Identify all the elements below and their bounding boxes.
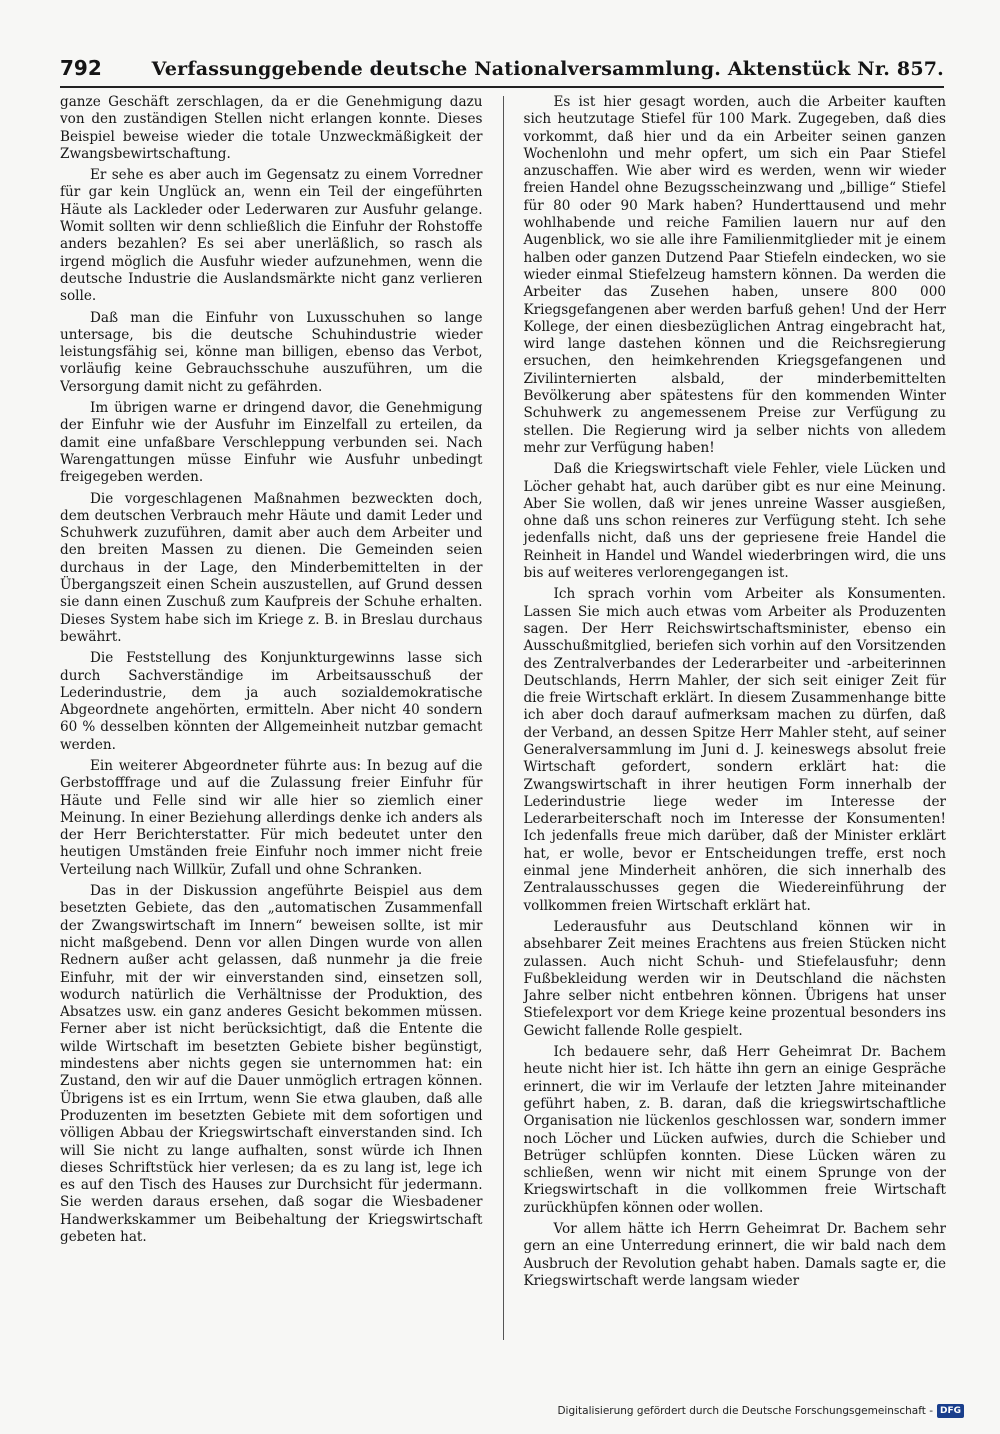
dfg-logo-icon: DFG: [937, 1404, 964, 1418]
paragraph: Im übrigen warne er dringend davor, die Genehmigung der Einfuhr wie der Ausfuhr im Einzelfall zu erteilen, da damit eine unfaßbare Verschleppung verbunden sei. Nach Warengattungen müsse Einfuhr wie Ausfuhr unbedingt freigegeben werden.: [60, 400, 483, 486]
page-number: 792: [60, 56, 102, 80]
paragraph: Daß man die Einfuhr von Luxusschuhen so lange untersage, bis die deutsche Schuhindustrie wieder leistungsfähig sei, könne man billigen, ebenso das Verbot, vorläufig keine Gebrauchsschuhe auszuführen, um die Versorgung damit nicht zu gefährden.: [60, 309, 483, 395]
paragraph: Ein weiterer Abgeordneter führte aus: In bezug auf die Gerbstofffrage und auf die Zulassung freier Einfuhr für Häute und Felle sind wir alle hier so ziemlich einer Meinung. In einer Beziehung allerdings denke ich anders als der Herr Berichterstatter. Für mich bedeutet unter den heutigen Umständen freie Einfuhr noch immer nicht freie Verteilung nach Willkür, Zufall und ohne Schranken.: [60, 757, 483, 878]
digitization-credit: [557, 1404, 964, 1418]
text-columns: [60, 94, 946, 1340]
credit-text: Digitalisierung gefördert durch die Deutsche Forschungsgemeinschaft -: [557, 1405, 933, 1417]
paragraph: Er sehe es aber auch im Gegensatz zu einem Vorredner für gar kein Unglück an, wenn ein Teil der eingeführten Häute als Lackleder oder Lederwaren zur Ausfuhr gelange. Womit sollten wir denn schließlich die Einfuhr der Rohstoffe anders bezahlen? Es sei aber unerläßlich, so rasch als irgend möglich die Ausfuhr wieder aufzunehmen, wenn die deutsche Industrie die Auslandsmärkte nicht ganz verlieren solle.: [60, 167, 483, 305]
left-column: [60, 94, 483, 1340]
paragraph: Es ist hier gesagt worden, auch die Arbeiter kauften sich heutzutage Stiefel für 100 Mark. Zugegeben, daß dies vorkommt, daß hier und da ein Arbeiter seinen ganzen Wochenlohn und mehr opfert, um sich ein Paar Stiefel anzuschaffen. Wie aber wird es werden, wenn wir wieder freien Handel ohne Bezugsscheinzwang und „billige“ Stiefel für 80 oder 90 Mark haben? Hunderttausend und mehr wohlhabende und reiche Familien lauern nur auf den Augenblick, wo sie alle ihre Familienmitglieder mit je einem halben oder ganzen Dutzend Paar Stiefeln eindecken, wo sie wieder einmal Stiefelzeug hamstern können. Da werden die Arbeiter das Zusehen haben, unsere 800 000 Kriegsgefangenen aber werden barfuß gehen! Und der Herr Kollege, der einen diesbezüglichen Antrag eingebracht hat, wird lange dastehen können und die Reichsregierung ersuchen, den heimkehrenden Kriegsgefangenen und Zivilinternierten alsbald, der minderbemittelten Bevölkerung aber spätestens für den kommenden Winter Schuhwerk zu angemessenem Preise zur Verfügung zu stellen. Die Regierung wird ja selber nichts von alledem mehr zur Verfügung haben!: [523, 94, 946, 456]
paragraph: Daß die Kriegswirtschaft viele Fehler, viele Lücken und Löcher gehabt hat, auch darüber gibt es nur eine Meinung. Aber Sie wollen, daß wir jenes unreine Wasser ausgießen, ohne daß uns schon reineres zur Verfügung steht. Ich sehe jedenfalls nicht, daß uns der gepriesene freie Handel die Reinheit in Handel und Wandel wiederbringen wird, die uns bis auf weiteres verlorengegangen ist.: [523, 461, 946, 582]
paragraph: Ich bedauere sehr, daß Herr Geheimrat Dr. Bachem heute nicht hier ist. Ich hätte ihn gern an einige Gespräche erinnert, die wir im Verlaufe der letzten Jahre miteinander geführt haben, z. B. daran, daß die kriegswirtschaftliche Organisation nie lückenlos geschlossen war, sondern immer noch Löcher und Lücken aufwies, durch die Schieber und Betrüger schlüpfen konnten. Diese Lücken wären zu schließen, wenn wir nicht mit einem Sprunge von der Kriegswirtschaft in die vollkommen freie Wirtschaft zurückhüpfen können oder wollen.: [523, 1044, 946, 1216]
column-divider: [503, 96, 504, 1340]
right-column: [523, 94, 946, 1340]
paragraph: Lederausfuhr aus Deutschland können wir in absehbarer Zeit meines Erachtens aus freien Stücken nicht zulassen. Auch nicht Schuh- und Stiefelausfuhr; denn Fußbekleidung werden wir in Deutschland die nächsten Jahre selber nicht entbehren können. Übrigens hat unser Stiefelexport vor dem Kriege keine prozentual besonders ins Gewicht fallende Rolle gespielt.: [523, 918, 946, 1039]
paragraph: Vor allem hätte ich Herrn Geheimrat Dr. Bachem sehr gern an eine Unterredung erinnert, die wir bald nach dem Ausbruch der Revolution gehabt haben. Damals sagte er, die Kriegswirtschaft werde langsam wieder: [523, 1221, 946, 1289]
paragraph: Die Feststellung des Konjunkturgewinns lasse sich durch Sachverständige im Arbeitsausschuß der Lederindustrie, dem ja auch sozialdemokratische Abgeordnete angehörten, ermitteln. Aber nicht 40 sondern 60 % desselben könnten der Allgemeinheit nutzbar gemacht werden.: [60, 650, 483, 753]
paragraph: Die vorgeschlagenen Maßnahmen bezweckten doch, dem deutschen Verbrauch mehr Häute und damit Leder und Schuhwerk zuzuführen, damit aber auch dem Arbeiter und den breiten Massen zu dienen. Die Gemeinden seien durchaus in der Lage, den Minderbemittelten in der Übergangszeit einen Schein auszustellen, auf Grund dessen sie dann einen Zuschuß zum Kaufpreis der Schuhe erhalten. Dieses System habe sich im Kriege z. B. in Breslau durchaus bewährt.: [60, 490, 483, 645]
page-title: Verfassunggebende deutsche Nationalversammlung. Aktenstück Nr. 857.: [151, 58, 944, 80]
paragraph: Ich sprach vorhin vom Arbeiter als Konsumenten. Lassen Sie mich auch etwas vom Arbeiter als Produzenten sagen. Der Herr Reichswirtschaftsminister, ebenso ein Ausschußmitglied, beriefen sich vorhin auf den Vorsitzenden des Zentralverbandes der Lederarbeiter und -arbeiterinnen Deutschlands, Herrn Mahler, der sich seit einiger Zeit für die freie Wirtschaft erklärt. In diesem Zusammenhange bitte ich aber doch darauf aufmerksam machen zu dürfen, daß der Verband, an dessen Spitze Herr Mahler steht, auf seiner Generalversammlung im Juni d. J. keineswegs absolut freie Wirtschaft gefordert, sondern erklärt hat: die Zwangswirtschaft in ihrer heutigen Form innerhalb der Lederindustrie liege weder im Interesse der Lederarbeiterschaft noch im Interesse der Konsumenten! Ich jedenfalls freue mich darüber, daß der Minister erklärt hat, er wolle, bevor er Entscheidungen treffe, erst noch einmal jene Minderheit anhören, die sich innerhalb des Zentralausschusses gegen die Wiedereinführung der vollkommen freien Wirtschaft erklärt hat.: [523, 586, 946, 914]
page-header: [60, 56, 944, 88]
paragraph: Das in der Diskussion angeführte Beispiel aus dem besetzten Gebiete, das den „automatischen Zusammenfall der Zwangswirtschaft im Innern“ beweisen sollte, ist mir nicht maßgebend. Denn vor allen Dingen wurde von allen Rednern außer acht gelassen, daß nunmehr ja die freie Einfuhr, mit der wir einverstanden sind, einsetzen soll, wodurch natürlich die Verhältnisse der Produktion, des Absatzes usw. ein ganz anderes Gesicht bekommen müssen. Ferner aber ist nicht berücksichtigt, daß die Entente die wilde Wirtschaft im besetzten Gebiete bisher begünstigt, mindestens aber nichts gegen sie unternommen hat: ein Zustand, den wir auf die Dauer unmöglich ertragen können. Übrigens ist es ein Irrtum, wenn Sie etwa glauben, daß alle Produzenten im besetzten Gebiete mit dem sofortigen und völligen Abbau der Kriegswirtschaft einverstanden sind. Ich will Sie nicht zu lange aufhalten, sonst würde ich Ihnen dieses Schriftstück hier verlesen; da es zu lang ist, lege ich es auf den Tisch des Hauses zur Durchsicht für jedermann. Sie werden daraus ersehen, daß sogar die Wiesbadener Handwerkskammer um Beibehaltung der Kriegswirtschaft gebeten hat.: [60, 883, 483, 1245]
paragraph: ganze Geschäft zerschlagen, da er die Genehmigung dazu von den zuständigen Stellen nicht erlangen konnte. Dieses Beispiel beweise wieder die totale Unzweckmäßigkeit der Zwangsbewirtschaftung.: [60, 94, 483, 162]
